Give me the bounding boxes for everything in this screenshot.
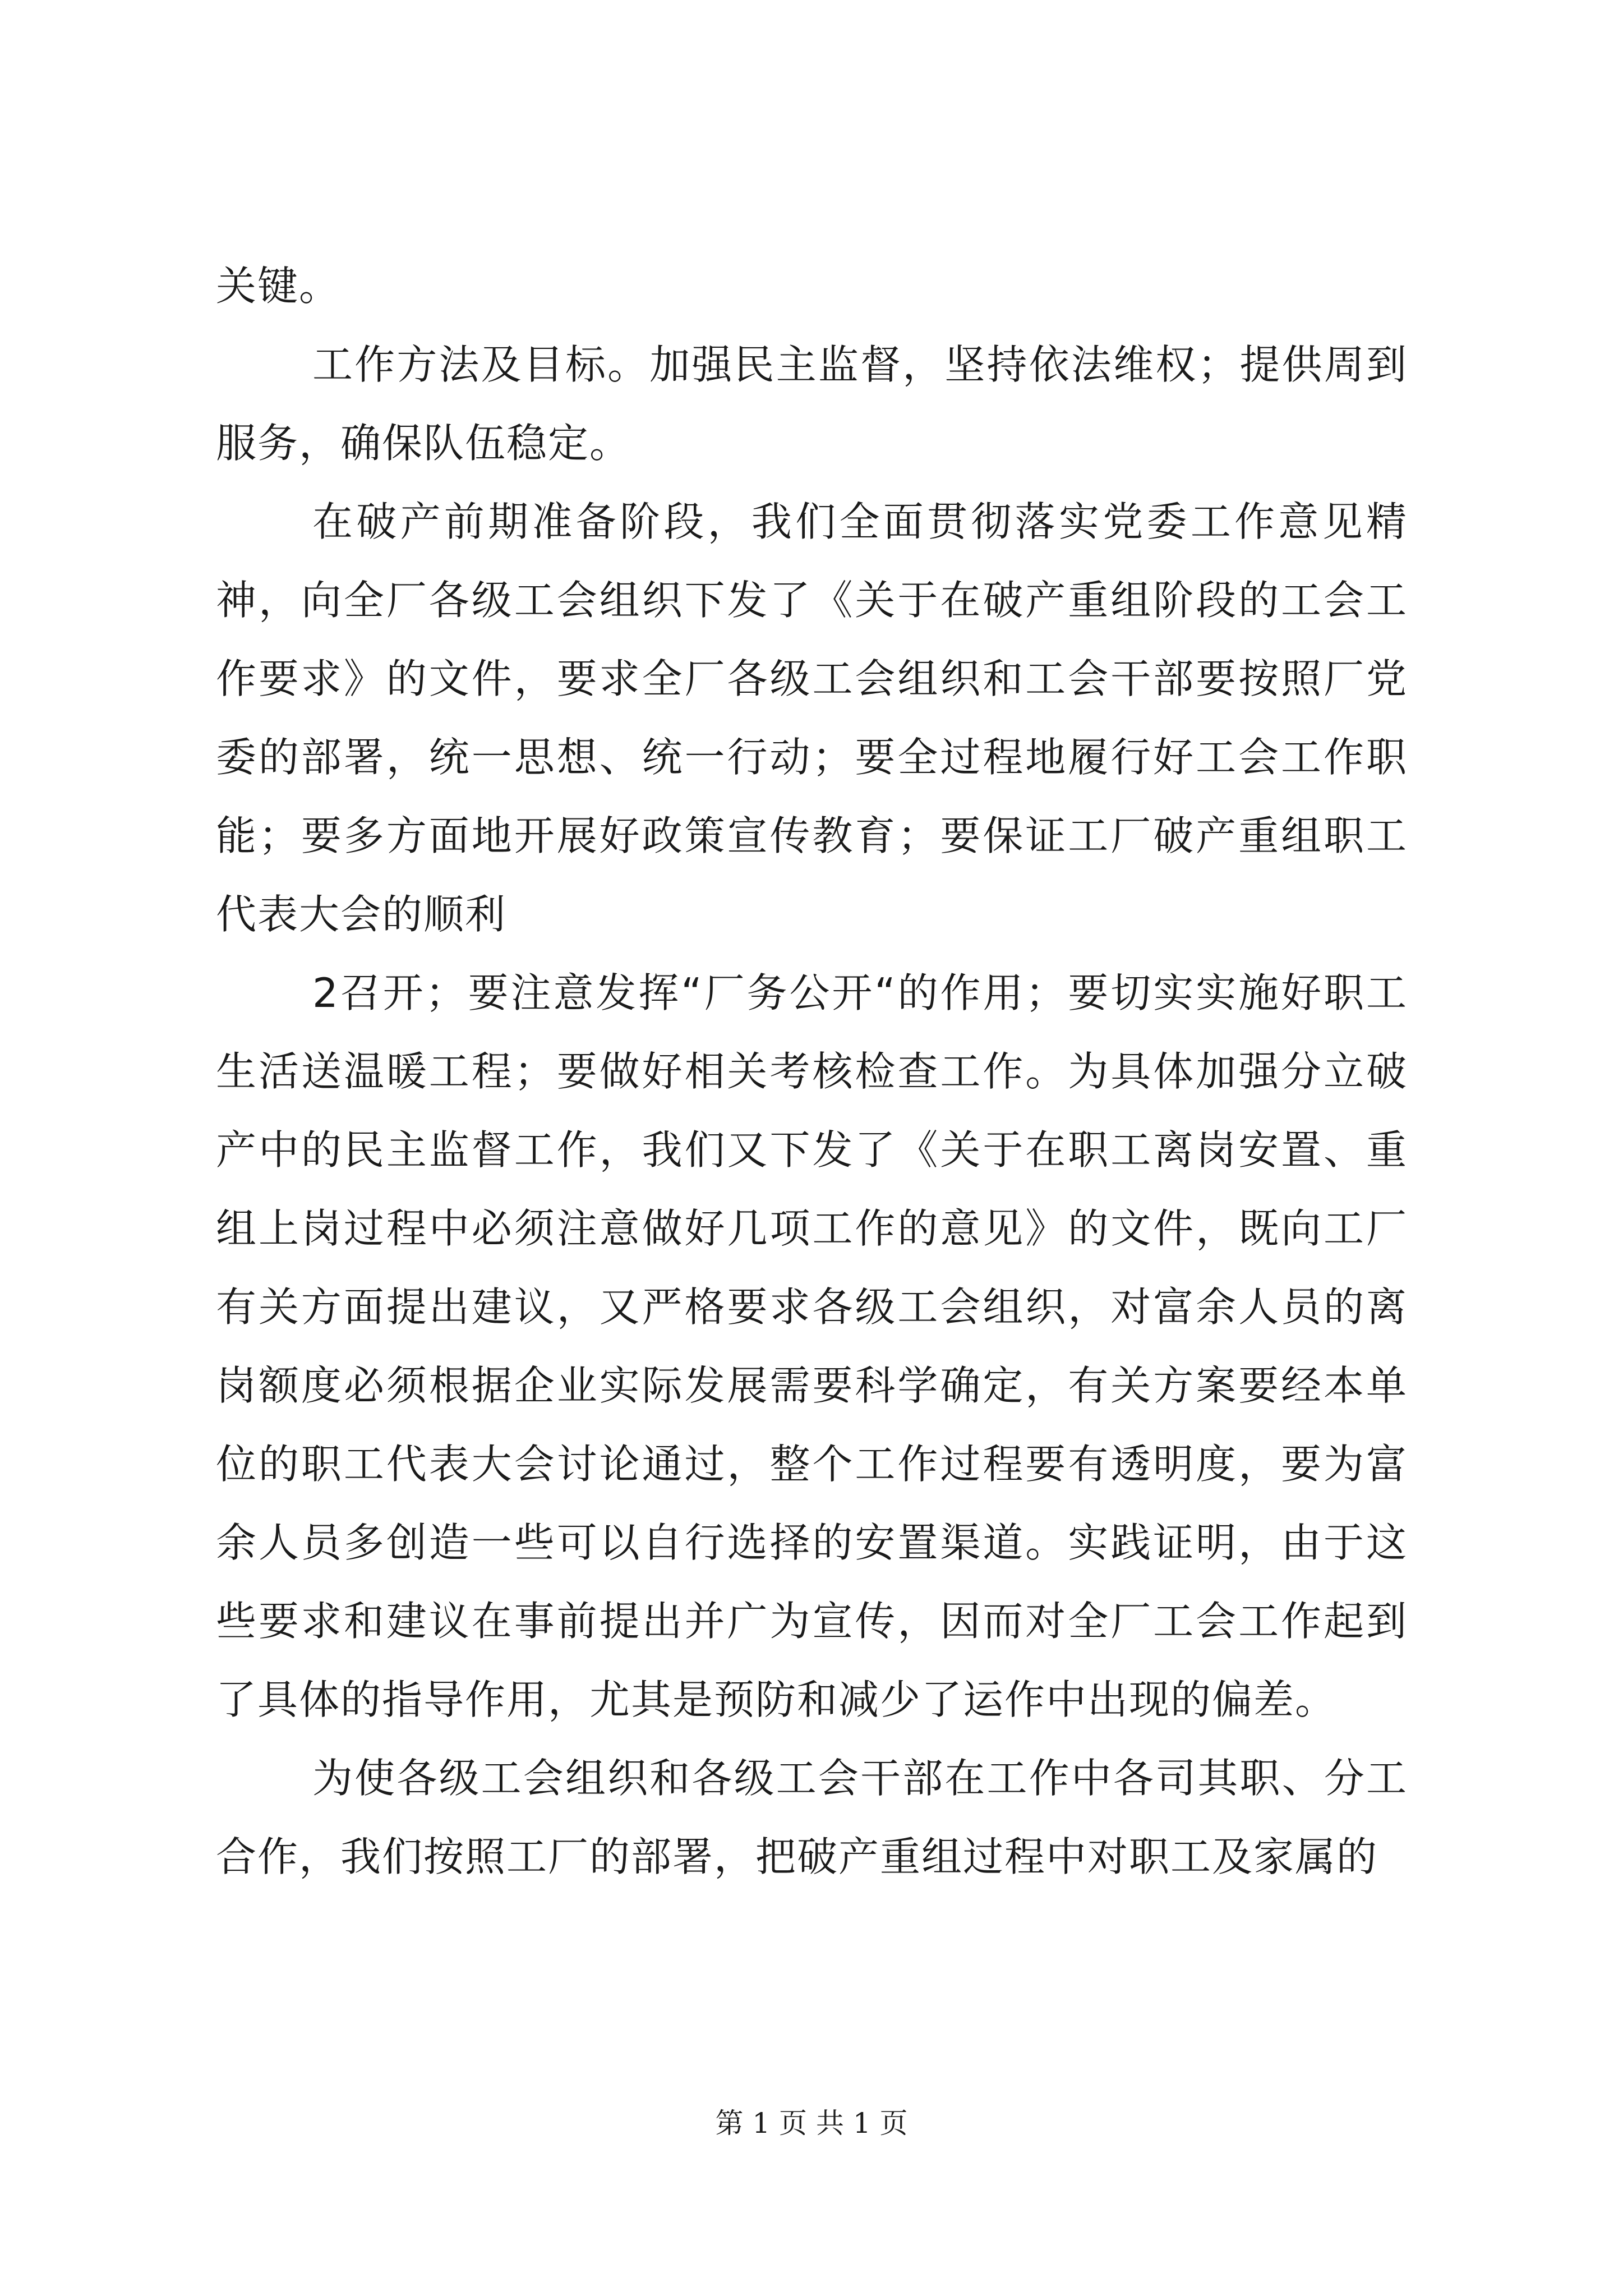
body-text [216,247,1408,1896]
paragraph-5: 为使各级工会组织和各级工会干部在工作中各司其职、分工合作，我们按照工厂的部署，把破产重组过程中对职工及家属的 [216,1755,1408,1880]
paragraph-3: 在破产前期准备阶段，我们全面贯彻落实党委工作意见精神，向全厂各级工会组织下发了《关于在破产重组阶段的工会工作要求》的文件，要求全厂各级工会组织和工会干部要按照厂党委的部署，统一思想、统一行动；要全过程地履行好工会工作职能；要多方面地开展好政策宣传教育；要保证工厂破产重组职工代表大会的顺利 [216,498,1408,938]
page-footer: 第 1 页 共 1 页 [715,2107,908,2139]
paragraph-4: 2召开；要注意发挥“厂务公开“的作用；要切实实施好职工生活送温暖工程；要做好相关考核检查工作。为具体加强分立破产中的民主监督工作，我们又下发了《关于在职工离岗安置、重组上岗过程中必须注意做好几项工作的意见》的文件，既向工厂有关方面提出建议，又严格要求各级工会组织，对富余人员的离岗额度必须根据企业实际发展需要科学确定，有关方案要经本单位的职工代表大会讨论通过，整个工作过程要有透明度，要为富余人员多创造一些可以自行选择的安置渠道。实践证明，由于这些要求和建议在事前提出并广为宣传，因而对全厂工会工作起到了具体的指导作用，尤其是预防和减少了运作中出现的偏差。 [216,969,1408,1723]
paragraph-1: 关键。 [216,263,341,310]
paragraph-2: 工作方法及目标。加强民主监督，坚持依法维权；提供周到服务，确保队伍稳定。 [216,341,1408,467]
